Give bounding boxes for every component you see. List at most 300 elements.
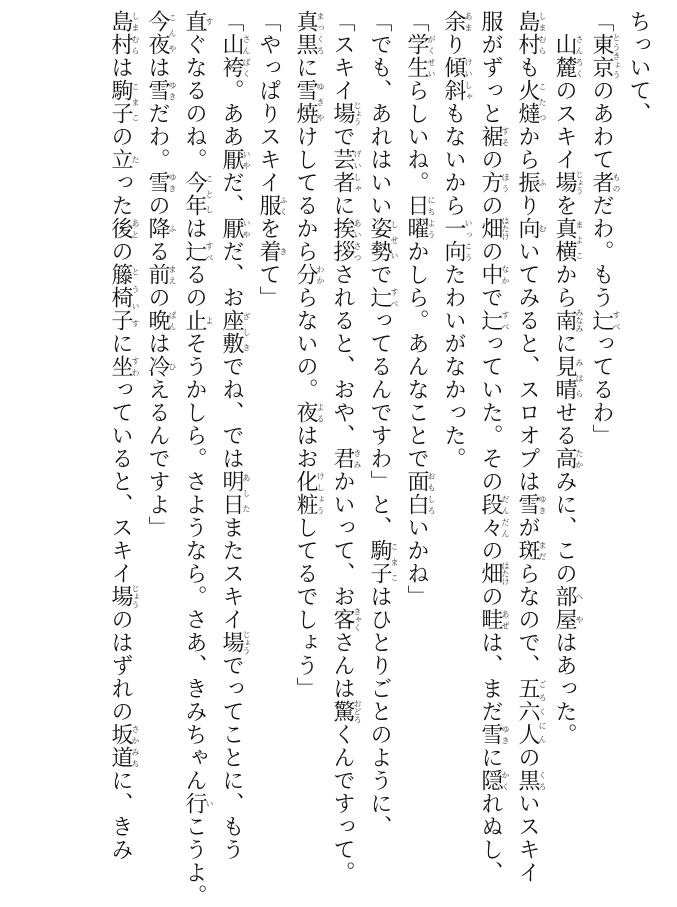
ruby-reading: みはら [575, 355, 584, 401]
ruby-base: 余 [441, 10, 466, 33]
ruby-word [219, 33, 251, 79]
ruby-word [330, 217, 362, 263]
ruby-base: 場 [552, 170, 577, 195]
ruby-reading: き [279, 240, 288, 263]
ruby-base: 場 [219, 630, 244, 655]
ruby-base: 振 [515, 171, 540, 194]
ruby-base: 駒子 [367, 539, 392, 585]
ruby-word [108, 79, 140, 125]
text-segment: から [515, 125, 540, 171]
text-segment: を [256, 217, 281, 240]
ruby-reading: じょう [353, 101, 362, 126]
ruby-word [145, 263, 177, 286]
text-segment: の [145, 194, 170, 217]
text-segment: 「やっぱりスキイ [256, 10, 281, 194]
ruby-reading: こたつ [538, 79, 547, 125]
ruby-base: 島村 [515, 10, 540, 56]
ruby-reading: まよこ [575, 217, 584, 263]
ruby-base: 坐 [108, 355, 133, 378]
ruby-base: 今夜 [145, 10, 170, 56]
ruby-word [478, 171, 510, 194]
text-line [325, 10, 362, 884]
ruby-base: 畦 [478, 608, 503, 631]
ruby-word [478, 125, 510, 148]
text-segment: そうかしら。さようなら。さあ、きみちゃん [182, 332, 207, 792]
ruby-reading: わか [316, 263, 325, 286]
ruby-base: 客 [330, 607, 355, 632]
text-segment: されると、おや、 [330, 263, 355, 447]
ruby-reading: だんだん [501, 493, 510, 539]
text-segment: えるんですよ」 [145, 378, 170, 539]
ruby-reading: じょう [131, 584, 140, 609]
ruby-word [330, 607, 362, 632]
ruby-reading: ほう [501, 171, 510, 194]
ruby-reading: さかみち [131, 723, 140, 769]
ruby-reading: よ [205, 309, 214, 332]
text-segment: けしてるから [293, 125, 318, 263]
ruby-word [145, 309, 177, 332]
text-segment: て」 [256, 263, 281, 309]
ruby-reading: いや [242, 148, 251, 171]
ruby-reading: ゆき [168, 79, 177, 102]
ruby-base: 畑 [478, 561, 503, 586]
ruby-reading: がくせい [427, 33, 436, 79]
text-line [547, 10, 584, 770]
ruby-base: 南 [552, 308, 577, 333]
ruby-base: 学生 [404, 33, 429, 79]
ruby-word [515, 79, 547, 125]
ruby-word [478, 608, 510, 631]
ruby-word [219, 148, 251, 171]
text-segment: の [515, 746, 540, 769]
ruby-base: 黒 [515, 769, 540, 792]
ruby-reading: あぜ [501, 608, 510, 631]
ruby-word [552, 217, 584, 263]
ruby-reading: ごろくにん [538, 677, 547, 746]
text-segment: は [145, 56, 170, 79]
ruby-word [108, 355, 140, 378]
ruby-base: 芸者 [330, 148, 355, 194]
text-segment: のあわて [589, 79, 614, 171]
text-segment: ちっいて、 [626, 10, 651, 125]
ruby-reading: しまむら [131, 10, 140, 56]
ruby-base: 行 [182, 792, 207, 815]
text-line [177, 10, 214, 907]
ruby-word [293, 470, 325, 516]
text-segment: またスキイ [219, 516, 244, 631]
ruby-word [108, 10, 140, 56]
ruby-base: 辷 [478, 309, 503, 332]
text-segment: かいって、お [330, 470, 355, 608]
text-segment: さんは [330, 631, 355, 700]
text-segment: は [108, 56, 133, 79]
ruby-word [367, 539, 399, 585]
text-segment: るの [182, 263, 207, 309]
ruby-base: 厭 [219, 148, 244, 171]
ruby-reading: すべ [501, 309, 510, 332]
text-line [621, 10, 656, 770]
ruby-base: 雪 [515, 493, 540, 516]
ruby-reading: もの [612, 171, 621, 194]
ruby-reading: けいしゃ [464, 56, 473, 102]
ruby-reading: じょう [575, 170, 584, 195]
ruby-base: 厭 [219, 217, 244, 240]
ruby-reading: よる [316, 401, 325, 424]
text-line [473, 10, 510, 884]
ruby-word [367, 217, 399, 263]
text-segment: で [367, 263, 392, 286]
ruby-reading: おどろ [353, 699, 362, 724]
ruby-reading: いや [242, 217, 251, 240]
ruby-base: 姿勢 [367, 217, 392, 263]
text-segment: り [515, 194, 540, 217]
ruby-base: 化粧 [293, 470, 318, 516]
ruby-base: 真黒 [293, 10, 318, 56]
text-segment: ぐなるのね。 [182, 33, 207, 171]
ruby-reading: おもしろ [427, 470, 436, 516]
text-segment: は [145, 332, 170, 355]
ruby-reading: すわ [131, 355, 140, 378]
ruby-reading: ひ [168, 355, 177, 378]
text-segment: る [145, 240, 170, 263]
ruby-reading: はたけ [501, 216, 510, 241]
text-segment: 服がずっと [478, 10, 503, 125]
ruby-reading: こまこ [390, 539, 399, 585]
ruby-word [145, 217, 177, 240]
ruby-reading: た [131, 148, 140, 171]
ruby-word [293, 10, 325, 56]
ruby-reading: きみ [353, 447, 362, 470]
ruby-word [478, 309, 510, 332]
ruby-reading: げいしゃ [353, 148, 362, 194]
ruby-base: 夜 [293, 401, 318, 424]
ruby-reading: ことし [205, 171, 214, 217]
text-segment: の [108, 125, 133, 148]
ruby-reading: すべ [205, 240, 214, 263]
ruby-reading: かく [501, 769, 510, 792]
ruby-base: 辷 [182, 240, 207, 263]
text-segment: に [330, 194, 355, 217]
ruby-reading: にちよう [427, 194, 436, 240]
ruby-word [330, 101, 362, 126]
text-segment: らないの。 [293, 286, 318, 401]
ruby-word [478, 216, 510, 241]
ruby-word [293, 263, 325, 286]
text-line [103, 10, 140, 861]
text-segment: だ、 [219, 171, 244, 217]
ruby-reading: あした [242, 470, 251, 516]
ruby-word [293, 401, 325, 424]
ruby-reading: しせい [390, 217, 399, 263]
ruby-base: 前 [145, 263, 170, 286]
ruby-base: 今年 [182, 171, 207, 217]
text-segment: 「スキイ [330, 10, 355, 102]
ruby-word [145, 355, 177, 378]
ruby-base: 雪 [478, 723, 503, 746]
vertical-text-body [103, 10, 656, 907]
ruby-base: 止 [182, 309, 207, 332]
text-line [362, 10, 399, 838]
ruby-reading: すそ [501, 125, 510, 148]
ruby-base: 島村 [108, 10, 133, 56]
ruby-base: 場 [108, 584, 133, 609]
ruby-base: 辷 [367, 286, 392, 309]
text-segment: いスキイ [515, 792, 540, 884]
ruby-reading: まだ [538, 539, 547, 562]
ruby-word [552, 308, 584, 333]
ruby-reading: こまこ [131, 79, 140, 125]
ruby-word [145, 10, 177, 56]
ruby-reading: はたけ [501, 561, 510, 586]
ruby-base: 挨拶 [330, 217, 355, 263]
text-segment: り [441, 33, 466, 56]
ruby-base: 畑 [478, 216, 503, 241]
ruby-base: 隠 [478, 769, 503, 792]
text-line [436, 10, 473, 770]
ruby-word [219, 630, 251, 655]
ruby-base: 君 [330, 447, 355, 470]
ruby-word [552, 355, 584, 401]
text-segment: の [478, 539, 503, 562]
ruby-base: 山麓 [552, 33, 577, 79]
ruby-word [515, 539, 547, 562]
ruby-base: 坂道 [108, 723, 133, 769]
ruby-base: 斑 [515, 539, 540, 562]
ruby-base: 辷 [589, 309, 614, 332]
text-line [399, 10, 436, 770]
text-segment: こうよ。 [182, 815, 207, 907]
ruby-word [182, 10, 214, 33]
ruby-word [182, 792, 214, 815]
text-line [510, 10, 547, 884]
ruby-reading: きゃく [353, 607, 362, 632]
text-segment: はあった。 [552, 631, 577, 746]
text-segment: 「でも、あれはいい [367, 10, 392, 217]
ruby-base: 驚 [330, 699, 355, 724]
ruby-word [589, 171, 621, 194]
ruby-word [219, 470, 251, 516]
ruby-base: 見晴 [552, 355, 577, 401]
ruby-base: 五六人 [515, 677, 540, 746]
text-segment: のはずれの [108, 608, 133, 723]
text-segment: くんですって。 [330, 723, 355, 884]
text-segment: は、まだ [478, 631, 503, 723]
ruby-word [515, 10, 547, 56]
text-segment: 「 [404, 10, 429, 33]
text-segment: だわ。もう [589, 194, 614, 309]
text-segment: はひとりごとのように、 [367, 585, 392, 838]
ruby-reading: ふ [538, 171, 547, 194]
ruby-word [108, 723, 140, 769]
ruby-reading: こんや [168, 10, 177, 56]
ruby-reading: ふ [168, 217, 177, 240]
ruby-reading: ゆき [538, 493, 547, 516]
text-segment: らなので、 [515, 562, 540, 677]
ruby-base: 晩 [145, 309, 170, 332]
ruby-base: 立 [108, 148, 133, 171]
ruby-reading: ばん [168, 309, 177, 332]
ruby-base: 明日 [219, 470, 244, 516]
text-segment: 「 [219, 10, 244, 33]
text-segment [552, 10, 577, 33]
text-segment: に [108, 332, 133, 355]
ruby-word [219, 309, 251, 355]
text-segment: の [478, 585, 503, 608]
ruby-reading: ゆきや [316, 79, 325, 125]
ruby-word [515, 769, 547, 792]
text-segment: でね、では [219, 355, 244, 470]
ruby-word [145, 171, 177, 194]
ruby-reading: ふく [279, 194, 288, 217]
ruby-base: 直 [182, 10, 207, 33]
ruby-base: 冷 [145, 355, 170, 378]
ruby-base: 降 [145, 217, 170, 240]
ruby-reading: む [538, 217, 547, 240]
ruby-word [256, 240, 288, 263]
text-segment: に [293, 56, 318, 79]
ruby-word [552, 33, 584, 79]
text-segment: の [108, 240, 133, 263]
ruby-reading: あま [464, 10, 473, 33]
text-segment: の [478, 240, 503, 263]
ruby-word [478, 769, 510, 792]
ruby-reading: い [205, 792, 214, 815]
ruby-reading: まっくろ [316, 10, 325, 56]
text-segment: っていた。その [478, 332, 503, 493]
ruby-word [515, 217, 547, 240]
ruby-reading: あと [131, 217, 140, 240]
ruby-base: 部屋 [552, 585, 577, 631]
ruby-reading: みなみ [575, 308, 584, 333]
ruby-base: 場 [330, 101, 355, 126]
ruby-base: 日曜 [404, 194, 429, 240]
ruby-base: 服 [256, 194, 281, 217]
text-segment: らしいね。 [404, 79, 429, 194]
text-segment: を [552, 194, 577, 217]
text-segment: に [552, 332, 577, 355]
text-segment: の [478, 148, 503, 171]
ruby-reading: たか [575, 447, 584, 470]
ruby-base: 面白 [404, 470, 429, 516]
ruby-base: 向 [515, 217, 540, 240]
ruby-word [293, 79, 325, 125]
text-segment: で [330, 125, 355, 148]
text-segment: に [478, 746, 503, 769]
ruby-reading: とうきょう [612, 33, 621, 79]
ruby-base: 雪 [145, 79, 170, 102]
ruby-base: 山袴 [219, 33, 244, 79]
ruby-word [441, 56, 473, 102]
ruby-word [182, 309, 214, 332]
text-line [251, 10, 288, 770]
ruby-word [589, 309, 621, 332]
ruby-word [404, 470, 436, 516]
text-segment: から [552, 263, 577, 309]
ruby-word [478, 493, 510, 539]
text-segment: いかね」 [404, 516, 429, 608]
text-segment: たわいがなかった。 [441, 263, 466, 470]
text-line [140, 10, 177, 770]
text-segment: ってるんですわ」と、 [367, 309, 392, 539]
text-segment: でってことに、もう [219, 654, 244, 861]
text-segment: せる [552, 401, 577, 447]
ruby-base: 着 [256, 240, 281, 263]
ruby-base: 段々 [478, 493, 503, 539]
text-segment: 。ああ [219, 79, 244, 148]
ruby-word [515, 171, 547, 194]
ruby-word [108, 148, 140, 171]
ruby-word [182, 240, 214, 263]
text-segment: の [478, 194, 503, 217]
ruby-reading: あいさつ [353, 217, 362, 263]
text-segment: で [478, 286, 503, 309]
ruby-word [552, 585, 584, 631]
ruby-base: 火燵 [515, 79, 540, 125]
ruby-word [515, 493, 547, 516]
ruby-base: 中 [478, 263, 503, 286]
text-segment: れぬし、 [478, 792, 503, 884]
ruby-word [330, 447, 362, 470]
ruby-base: 駒子 [108, 79, 133, 125]
ruby-base: 雪 [145, 171, 170, 194]
ruby-base: 座敷 [219, 309, 244, 355]
ruby-reading: さんばく [242, 33, 251, 79]
text-segment: もないから [441, 102, 466, 217]
ruby-reading: とういす [131, 263, 140, 332]
ruby-base: 高 [552, 447, 577, 470]
ruby-reading: すべ [612, 309, 621, 332]
text-segment: に、きみ [108, 769, 133, 861]
ruby-word [145, 79, 177, 102]
ruby-word [404, 194, 436, 240]
text-segment: が [515, 516, 540, 539]
ruby-reading: へや [575, 585, 584, 631]
text-segment: かしら。あんなことで [404, 240, 429, 470]
ruby-reading: ゆき [501, 723, 510, 746]
ruby-reading: す [205, 10, 214, 33]
ruby-word [330, 148, 362, 194]
text-segment: だわ。 [145, 102, 170, 171]
ruby-base: 分 [293, 263, 318, 286]
ruby-word [552, 447, 584, 470]
ruby-base: 雪焼 [293, 79, 318, 125]
ruby-reading: すべ [390, 286, 399, 309]
ruby-base: 方 [478, 171, 503, 194]
ruby-reading: じょう [242, 630, 251, 655]
ruby-word [108, 263, 140, 332]
text-line [214, 10, 251, 861]
text-segment: ってるわ」 [589, 332, 614, 447]
ruby-word [441, 10, 473, 33]
text-segment: みに、この [552, 470, 577, 585]
ruby-base: 者 [589, 171, 614, 194]
ruby-word [256, 194, 288, 217]
ruby-reading: ざしき [242, 309, 251, 355]
ruby-reading: なか [501, 263, 510, 286]
ruby-base: 傾斜 [441, 56, 466, 102]
ruby-word [441, 217, 473, 263]
ruby-word [182, 171, 214, 217]
ruby-reading: しまむら [538, 10, 547, 56]
text-segment: はお [293, 424, 318, 470]
ruby-reading: ゆき [168, 171, 177, 194]
ruby-reading: くろ [538, 769, 547, 792]
ruby-word [589, 33, 621, 79]
ruby-word [367, 286, 399, 309]
ruby-word [478, 723, 510, 746]
ruby-word [478, 263, 510, 286]
text-segment: も [515, 56, 540, 79]
